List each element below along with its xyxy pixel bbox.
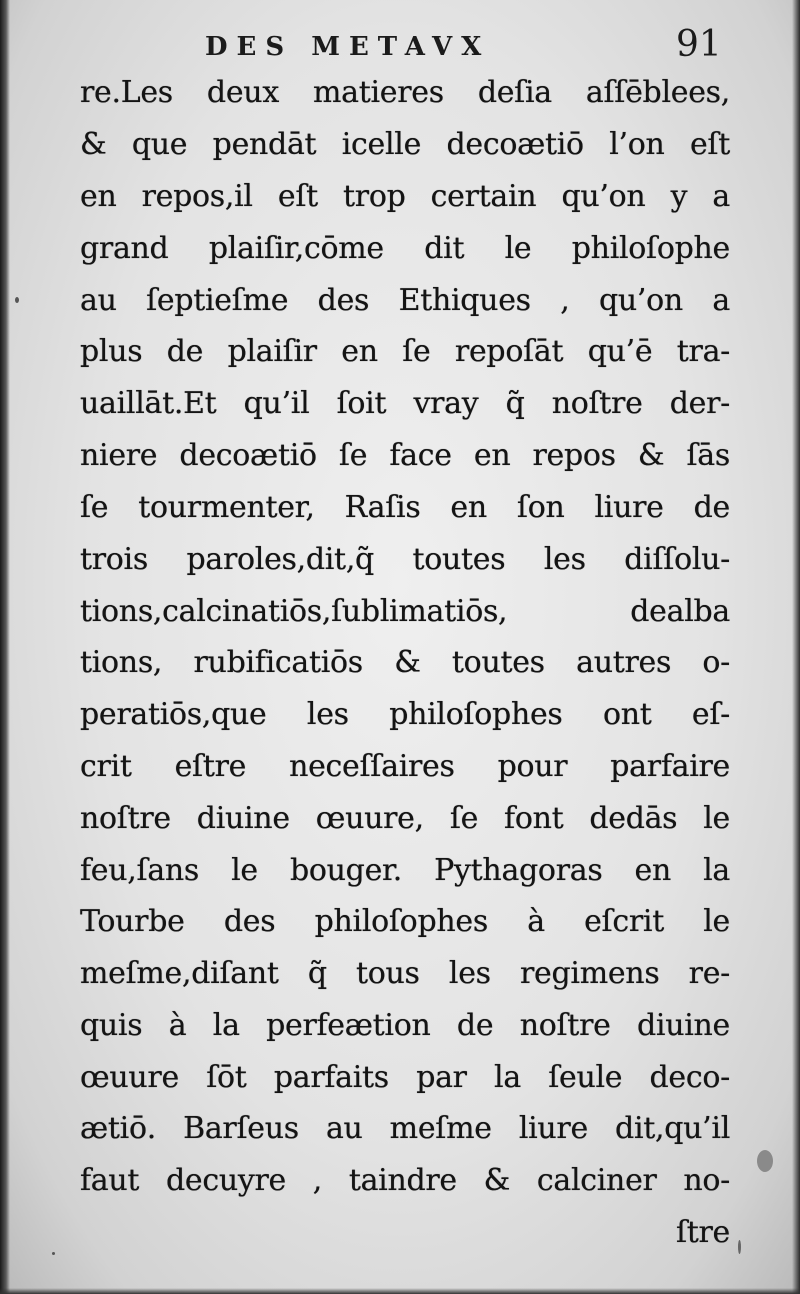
text-line: quis à la perfeætion de noſtre diuine xyxy=(80,1008,730,1043)
text-line: œuure ſōt parfaits par la ſeule deco- xyxy=(80,1060,730,1095)
text-line: noſtre diuine œuure, ſe font dedās le xyxy=(80,801,730,836)
running-title: DES METAVX xyxy=(205,32,491,62)
text-line: en repos,il eſt trop certain qu’on y a xyxy=(80,179,730,214)
text-line: niere decoætiō ſe face en repos & ſās xyxy=(80,438,730,473)
text-line: plus de plaiſir en ſe repoſāt qu’ē tra- xyxy=(80,334,730,369)
page-number: 91 xyxy=(676,24,722,65)
text-line: uaillāt.Et qu’il ſoit vray q̃ noſtre der- xyxy=(80,386,730,421)
text-line: faut decuyre , taindre & calciner no- xyxy=(80,1163,730,1198)
text-line: feu,ſans le bouger. Pythagoras en la xyxy=(80,853,730,888)
text-line: tions, rubificatiōs & toutes autres o- xyxy=(80,645,730,680)
text-line: grand plaiſir,cōme dit le philoſophe xyxy=(80,231,730,266)
text-line: & que pendāt icelle decoætiō l’on eſt xyxy=(80,127,730,162)
text-line: crit eſtre neceſſaires pour parfaire xyxy=(80,749,730,784)
text-line: re.Les deux matieres deſia aſſēblees, xyxy=(80,75,730,110)
text-line: Tourbe des philoſophes à eſcrit le xyxy=(80,904,730,939)
text-line: trois paroles,dit,q̃ toutes les diſſolu- xyxy=(80,542,730,577)
text-line: peratiōs,que les philoſophes ont eſ- xyxy=(80,697,730,732)
catchword: ſtre xyxy=(675,1215,730,1250)
text-line: au ſeptieſme des Ethiques , qu’on a xyxy=(80,283,730,318)
text-line: tions,calcinatiōs,ſublimatiōs, dealba xyxy=(80,594,730,629)
text-line: ſe tourmenter, Raſis en ſon liure de xyxy=(80,490,730,525)
text-line: meſme,diſant q̃ tous les regimens re- xyxy=(80,956,730,991)
text-line: ætiō. Barſeus au meſme liure dit,qu’il xyxy=(80,1111,730,1146)
